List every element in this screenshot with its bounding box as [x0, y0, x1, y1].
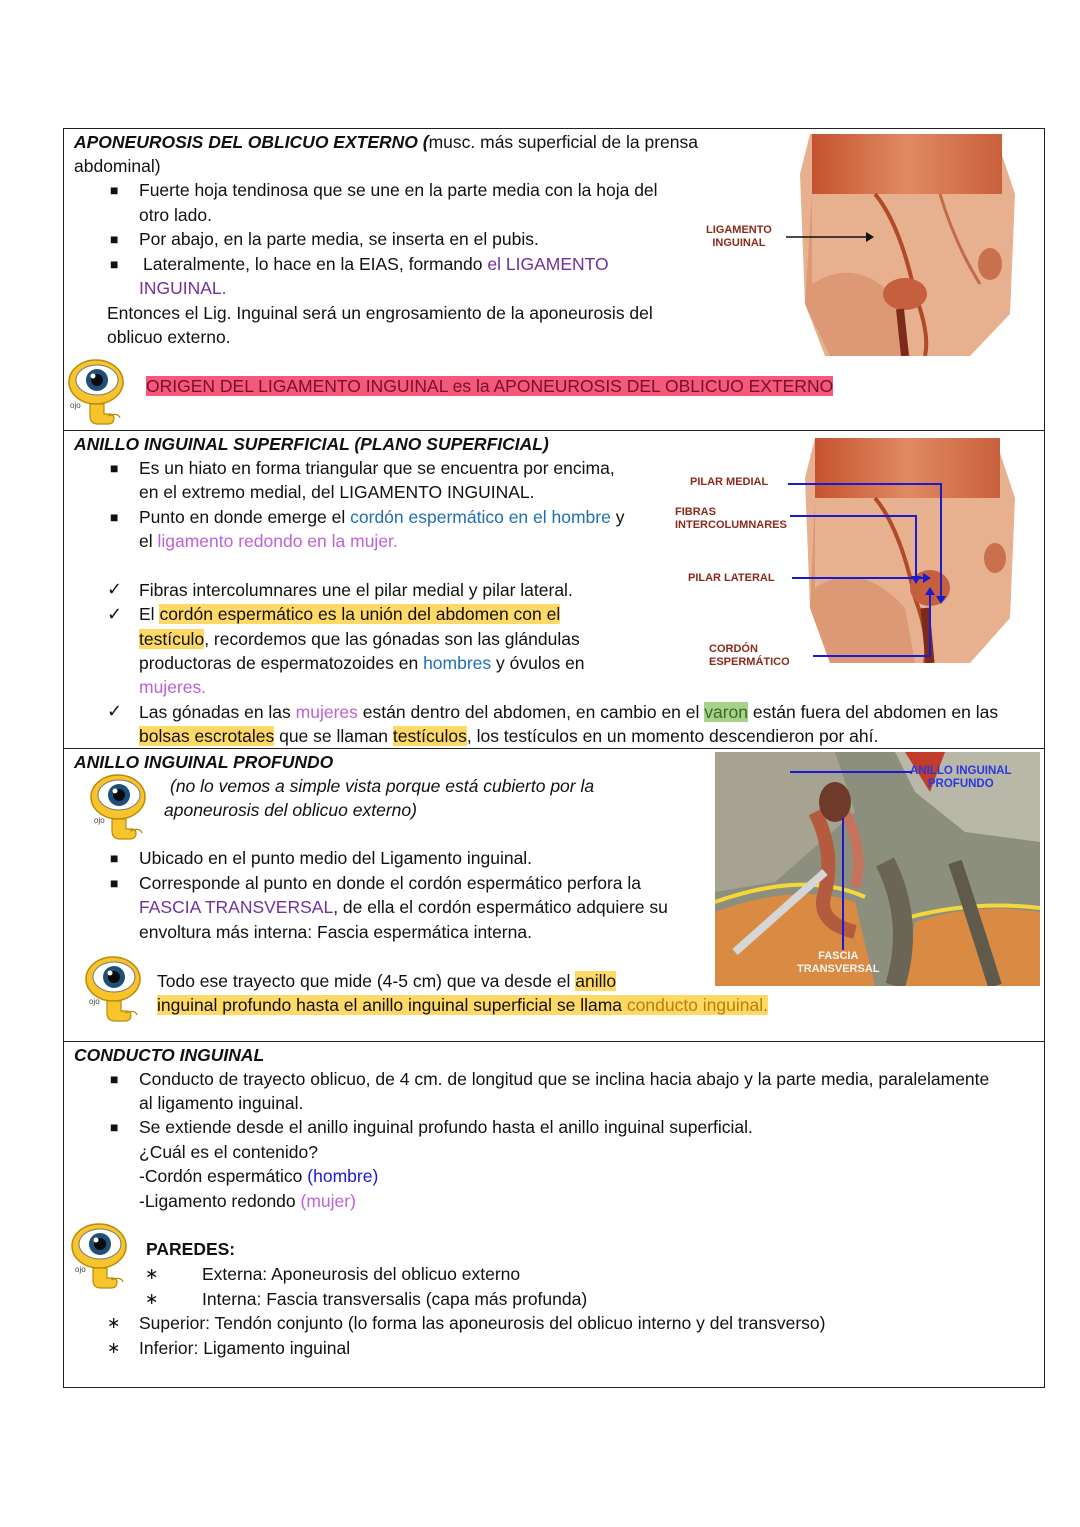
- section-title: CONDUCTO INGUINAL: [74, 1045, 265, 1065]
- check-icon: ✓: [107, 701, 123, 721]
- content-item: -Ligamento redondo (mujer): [139, 1191, 356, 1211]
- figure-label-fascia: FASCIA TRANSVERSAL: [797, 950, 880, 975]
- bullet-text: Ubicado en el punto medio del Ligamento inguinal.: [139, 848, 533, 868]
- check-icon: ✓: [107, 604, 123, 624]
- section-title: APONEUROSIS DEL OBLICUO EXTERNO (musc. más superficial de la prensa: [74, 132, 698, 152]
- question-text: ¿Cuál es el contenido?: [139, 1142, 318, 1162]
- content-item: -Cordón espermático (hombre): [139, 1166, 379, 1186]
- bullet-marker: ■: [110, 850, 119, 866]
- bullet-text: Corresponde al punto en donde el cordón espermático perfora la: [139, 873, 641, 893]
- figure-label-ligamento: LIGAMENTO INGUINAL: [706, 224, 772, 249]
- eye-icon-label: ojo: [94, 816, 105, 825]
- bullet-marker: ■: [110, 875, 119, 891]
- eye-icon-label: ojo: [75, 1265, 86, 1274]
- eye-icon: [67, 1222, 129, 1292]
- section-title: ANILLO INGUINAL SUPERFICIAL (PLANO SUPERFICIAL): [74, 434, 549, 454]
- bullet-marker: ■: [110, 182, 119, 198]
- section-divider: [63, 1041, 1045, 1042]
- callout: ORIGEN DEL LIGAMENTO INGUINAL es la APONEUROSIS DEL OBLICUO EXTERNO: [146, 376, 834, 396]
- eye-icon-label: ojo: [70, 401, 81, 410]
- check-text-cont: mujeres.: [139, 677, 207, 697]
- eye-icon: [86, 773, 148, 843]
- section-title: ANILLO INGUINAL PROFUNDO: [74, 752, 334, 772]
- figure-label-fibras: FIBRAS INTERCOLUMNARES: [675, 506, 787, 531]
- section-divider: [63, 430, 1045, 431]
- figure-arrows: [790, 764, 915, 954]
- callout: Todo ese trayecto que mide (4-5 cm) que va desde el anillo: [157, 971, 617, 991]
- note-text-cont: aponeurosis del oblicuo externo): [164, 800, 417, 820]
- bullet-text: Fuerte hoja tendinosa que se une en la parte media con la hoja del: [139, 180, 658, 200]
- check-text-cont: productoras de espermatozoides en hombres y óvulos en: [139, 653, 585, 673]
- wall-item: Interna: Fascia transversalis (capa más profunda): [202, 1289, 588, 1309]
- bullet-text-cont: en el extremo medial, del LIGAMENTO INGUINAL.: [139, 482, 535, 502]
- asterisk-marker: ∗: [145, 1266, 159, 1283]
- bullet-marker: ■: [110, 1119, 119, 1135]
- eye-icon: [81, 955, 143, 1025]
- figure-label-cordon: CORDÓN ESPERMÁTICO: [709, 643, 790, 668]
- paredes-heading: PAREDES:: [146, 1239, 236, 1259]
- note-text: (no lo vemos a simple vista porque está cubierto por la: [170, 776, 595, 796]
- bullet-marker: ■: [110, 1071, 119, 1087]
- asterisk-marker: ∗: [145, 1291, 159, 1308]
- bullet-text: Punto en donde emerge el cordón espermático en el hombre y: [139, 507, 625, 527]
- bullet-text-cont: al ligamento inguinal.: [139, 1093, 304, 1113]
- bullet-text: Conducto de trayecto oblicuo, de 4 cm. de longitud que se inclina hacia abajo y la parte media, paralelamente: [139, 1069, 990, 1089]
- eye-icon: [64, 358, 126, 428]
- check-text-cont: bolsas escrotales que se llaman testículos, los testículos en un momento descendieron por ahí.: [139, 726, 879, 746]
- check-icon: ✓: [107, 579, 123, 599]
- bullet-text-cont: otro lado.: [139, 205, 212, 225]
- wall-item: Inferior: Ligamento inguinal: [139, 1338, 351, 1358]
- bullet-marker: ■: [110, 509, 119, 525]
- section-title-cont: abdominal): [74, 156, 161, 176]
- paragraph-cont: oblicuo externo.: [107, 327, 231, 347]
- check-text: El cordón espermático es la unión del abdomen con el: [139, 604, 561, 624]
- wall-item: Externa: Aponeurosis del oblicuo externo: [202, 1264, 521, 1284]
- bullet-marker: ■: [110, 460, 119, 476]
- asterisk-marker: ∗: [107, 1340, 121, 1357]
- figure-label-pilar-medial: PILAR MEDIAL: [690, 476, 769, 488]
- wall-item: Superior: Tendón conjunto (lo forma las aponeurosis del oblicuo interno y del transverso): [139, 1313, 826, 1333]
- bullet-text-cont: el ligamento redondo en la mujer.: [139, 531, 398, 551]
- figure-arrows: [785, 478, 950, 663]
- bullet-text: Por abajo, en la parte media, se inserta en el pubis.: [139, 229, 539, 249]
- figure-label-pilar-lateral: PILAR LATERAL: [688, 572, 775, 584]
- asterisk-marker: ∗: [107, 1315, 121, 1332]
- figure-label-anillo-profundo: ANILLO INGUINAL PROFUNDO: [910, 765, 1012, 790]
- eye-icon-label: ojo: [89, 997, 100, 1006]
- bullet-marker: ■: [110, 256, 119, 272]
- check-text: Las gónadas en las mujeres están dentro del abdomen, en cambio en el varon están fuera del abdomen en las: [139, 702, 999, 722]
- bullet-text: Lateralmente, lo hace en la EIAS, formando el LIGAMENTO: [143, 254, 609, 274]
- bullet-text: Se extiende desde el anillo inguinal profundo hasta el anillo inguinal superficial.: [139, 1117, 753, 1137]
- bullet-text: Es un hiato en forma triangular que se encuentra por encima,: [139, 458, 615, 478]
- paragraph: Entonces el Lig. Inguinal será un engrosamiento de la aponeurosis del: [107, 303, 653, 323]
- check-text: Fibras intercolumnares une el pilar medial y pilar lateral.: [139, 580, 573, 600]
- bullet-marker: ■: [110, 231, 119, 247]
- bullet-text-cont: envoltura más interna: Fascia espermática interna.: [139, 922, 532, 942]
- check-text-cont: testículo, recordemos que las gónadas son las glándulas: [139, 629, 580, 649]
- bullet-text-cont: INGUINAL.: [139, 278, 227, 298]
- callout-cont: inguinal profundo hasta el anillo inguinal superficial se llama conducto inguinal.: [157, 995, 768, 1015]
- bullet-text-cont: FASCIA TRANSVERSAL, de ella el cordón espermático adquiere su: [139, 897, 668, 917]
- figure-arrow: [786, 230, 876, 244]
